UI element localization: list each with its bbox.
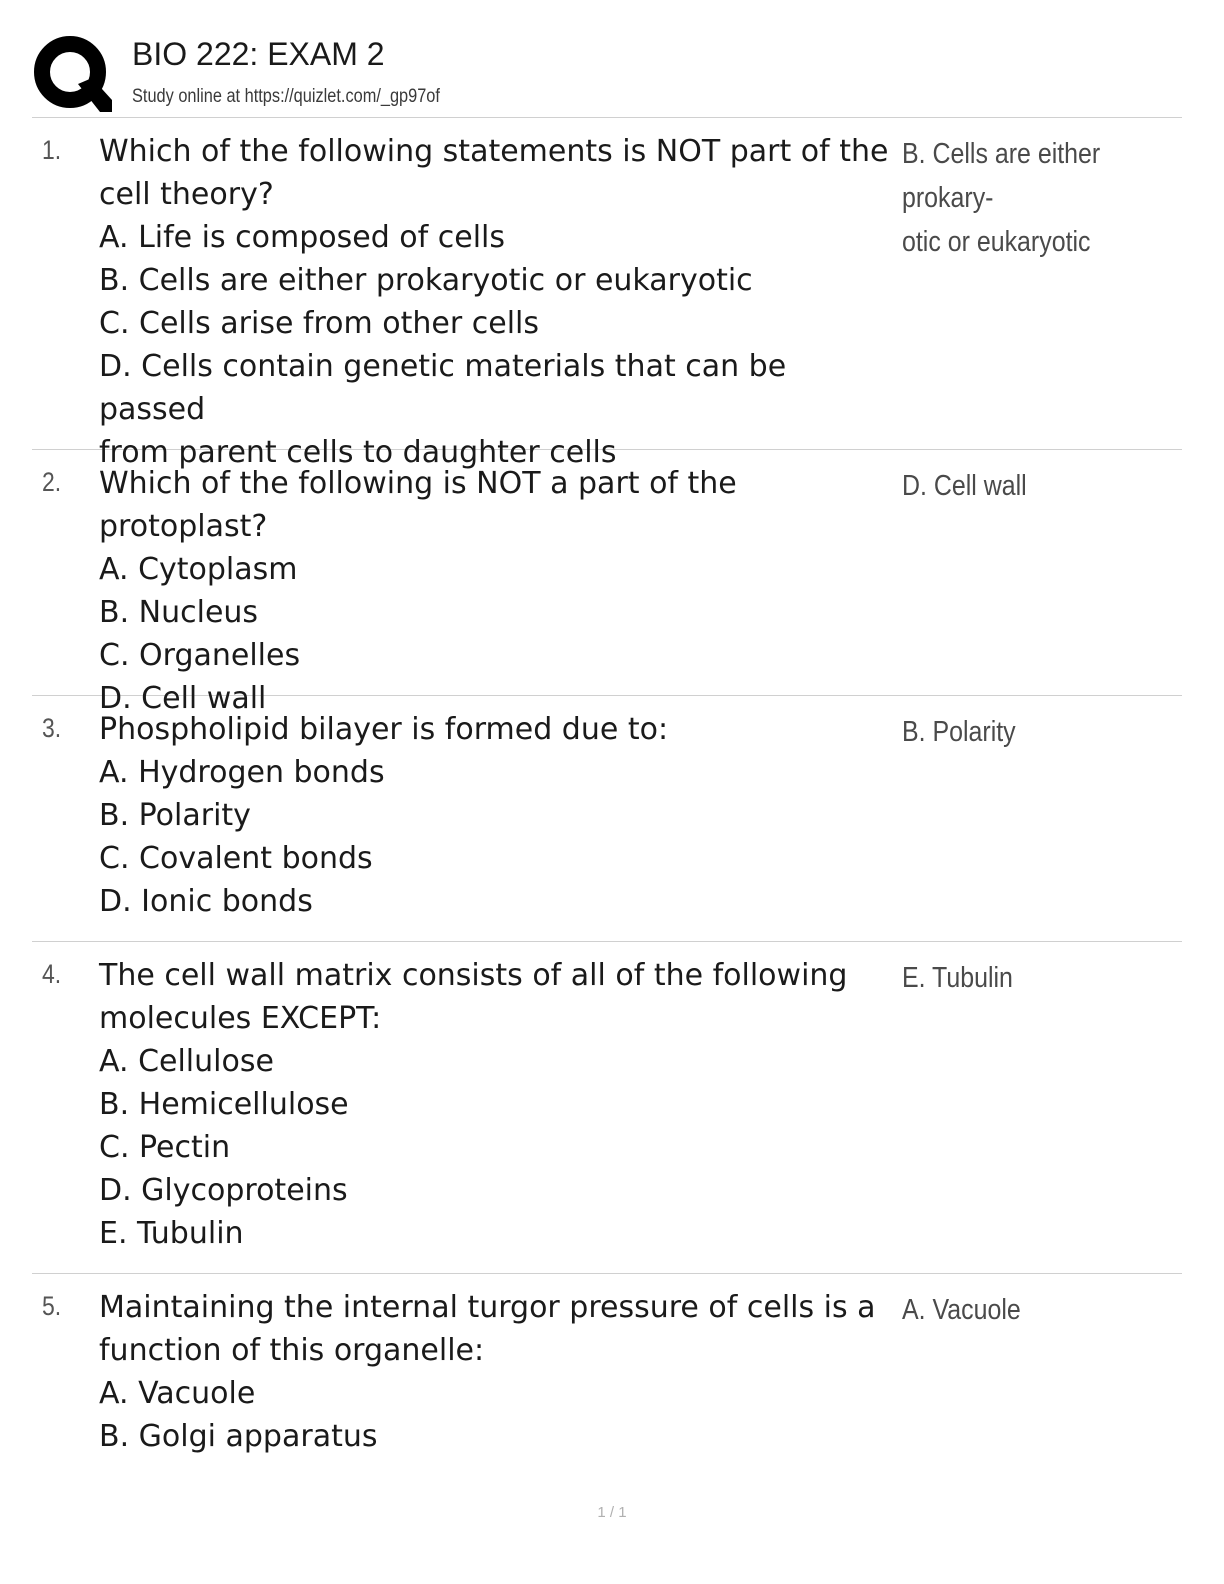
card-question: Maintaining the internal turgor pressure of cells is a function of this organelle: A. Vacuole B. Golgi apparatus (99, 1290, 876, 1454)
card-number: 1. (42, 135, 62, 165)
card-number: 4. (42, 959, 62, 989)
flashcard-2 (32, 450, 1182, 716)
flashcard-list (32, 118, 1182, 1474)
card-answer: B. Cells are either prokary- otic or eukaryotic (902, 138, 1101, 258)
card-question: Which of the following statements is NOT part of the cell theory? A. Life is composed of cells B. Cells are either prokaryotic or eukaryotic C. Cells arise from other cells D. Cells contain genetic materials that can be passed from parent cells to daughter cells (99, 134, 889, 470)
card-number: 2. (42, 467, 62, 497)
flashcard-3 (32, 696, 1182, 942)
card-answer: D. Cell wall (902, 470, 1027, 502)
flashcard-1 (32, 118, 1182, 470)
flashcard-4 (32, 942, 1182, 1274)
flashcard-5 (32, 1274, 1182, 1474)
card-question: Phospholipid bilayer is formed due to: A. Hydrogen bonds B. Polarity C. Covalent bonds D. Ionic bonds (99, 712, 669, 919)
card-number: 3. (42, 713, 62, 743)
page-number: 1 / 1 (597, 1504, 627, 1521)
quizlet-q-logo-icon (32, 34, 112, 114)
study-online-link[interactable]: Study online at https://quizlet.com/_gp97of (132, 86, 440, 107)
card-answer: B. Polarity (902, 716, 1016, 748)
card-question: Which of the following is NOT a part of the protoplast? A. Cytoplasm B. Nucleus C. Organelles D. Cell wall (99, 466, 737, 716)
card-question: The cell wall matrix consists of all of the following molecules EXCEPT: A. Cellulose B. Hemicellulose C. Pectin D. Glycoproteins E. Tubulin (99, 958, 848, 1251)
card-number: 5. (42, 1291, 62, 1321)
page-title: BIO 222: EXAM 2 (132, 36, 385, 72)
card-answer: A. Vacuole (902, 1294, 1021, 1326)
card-answer: E. Tubulin (902, 962, 1013, 994)
header (32, 32, 1182, 118)
